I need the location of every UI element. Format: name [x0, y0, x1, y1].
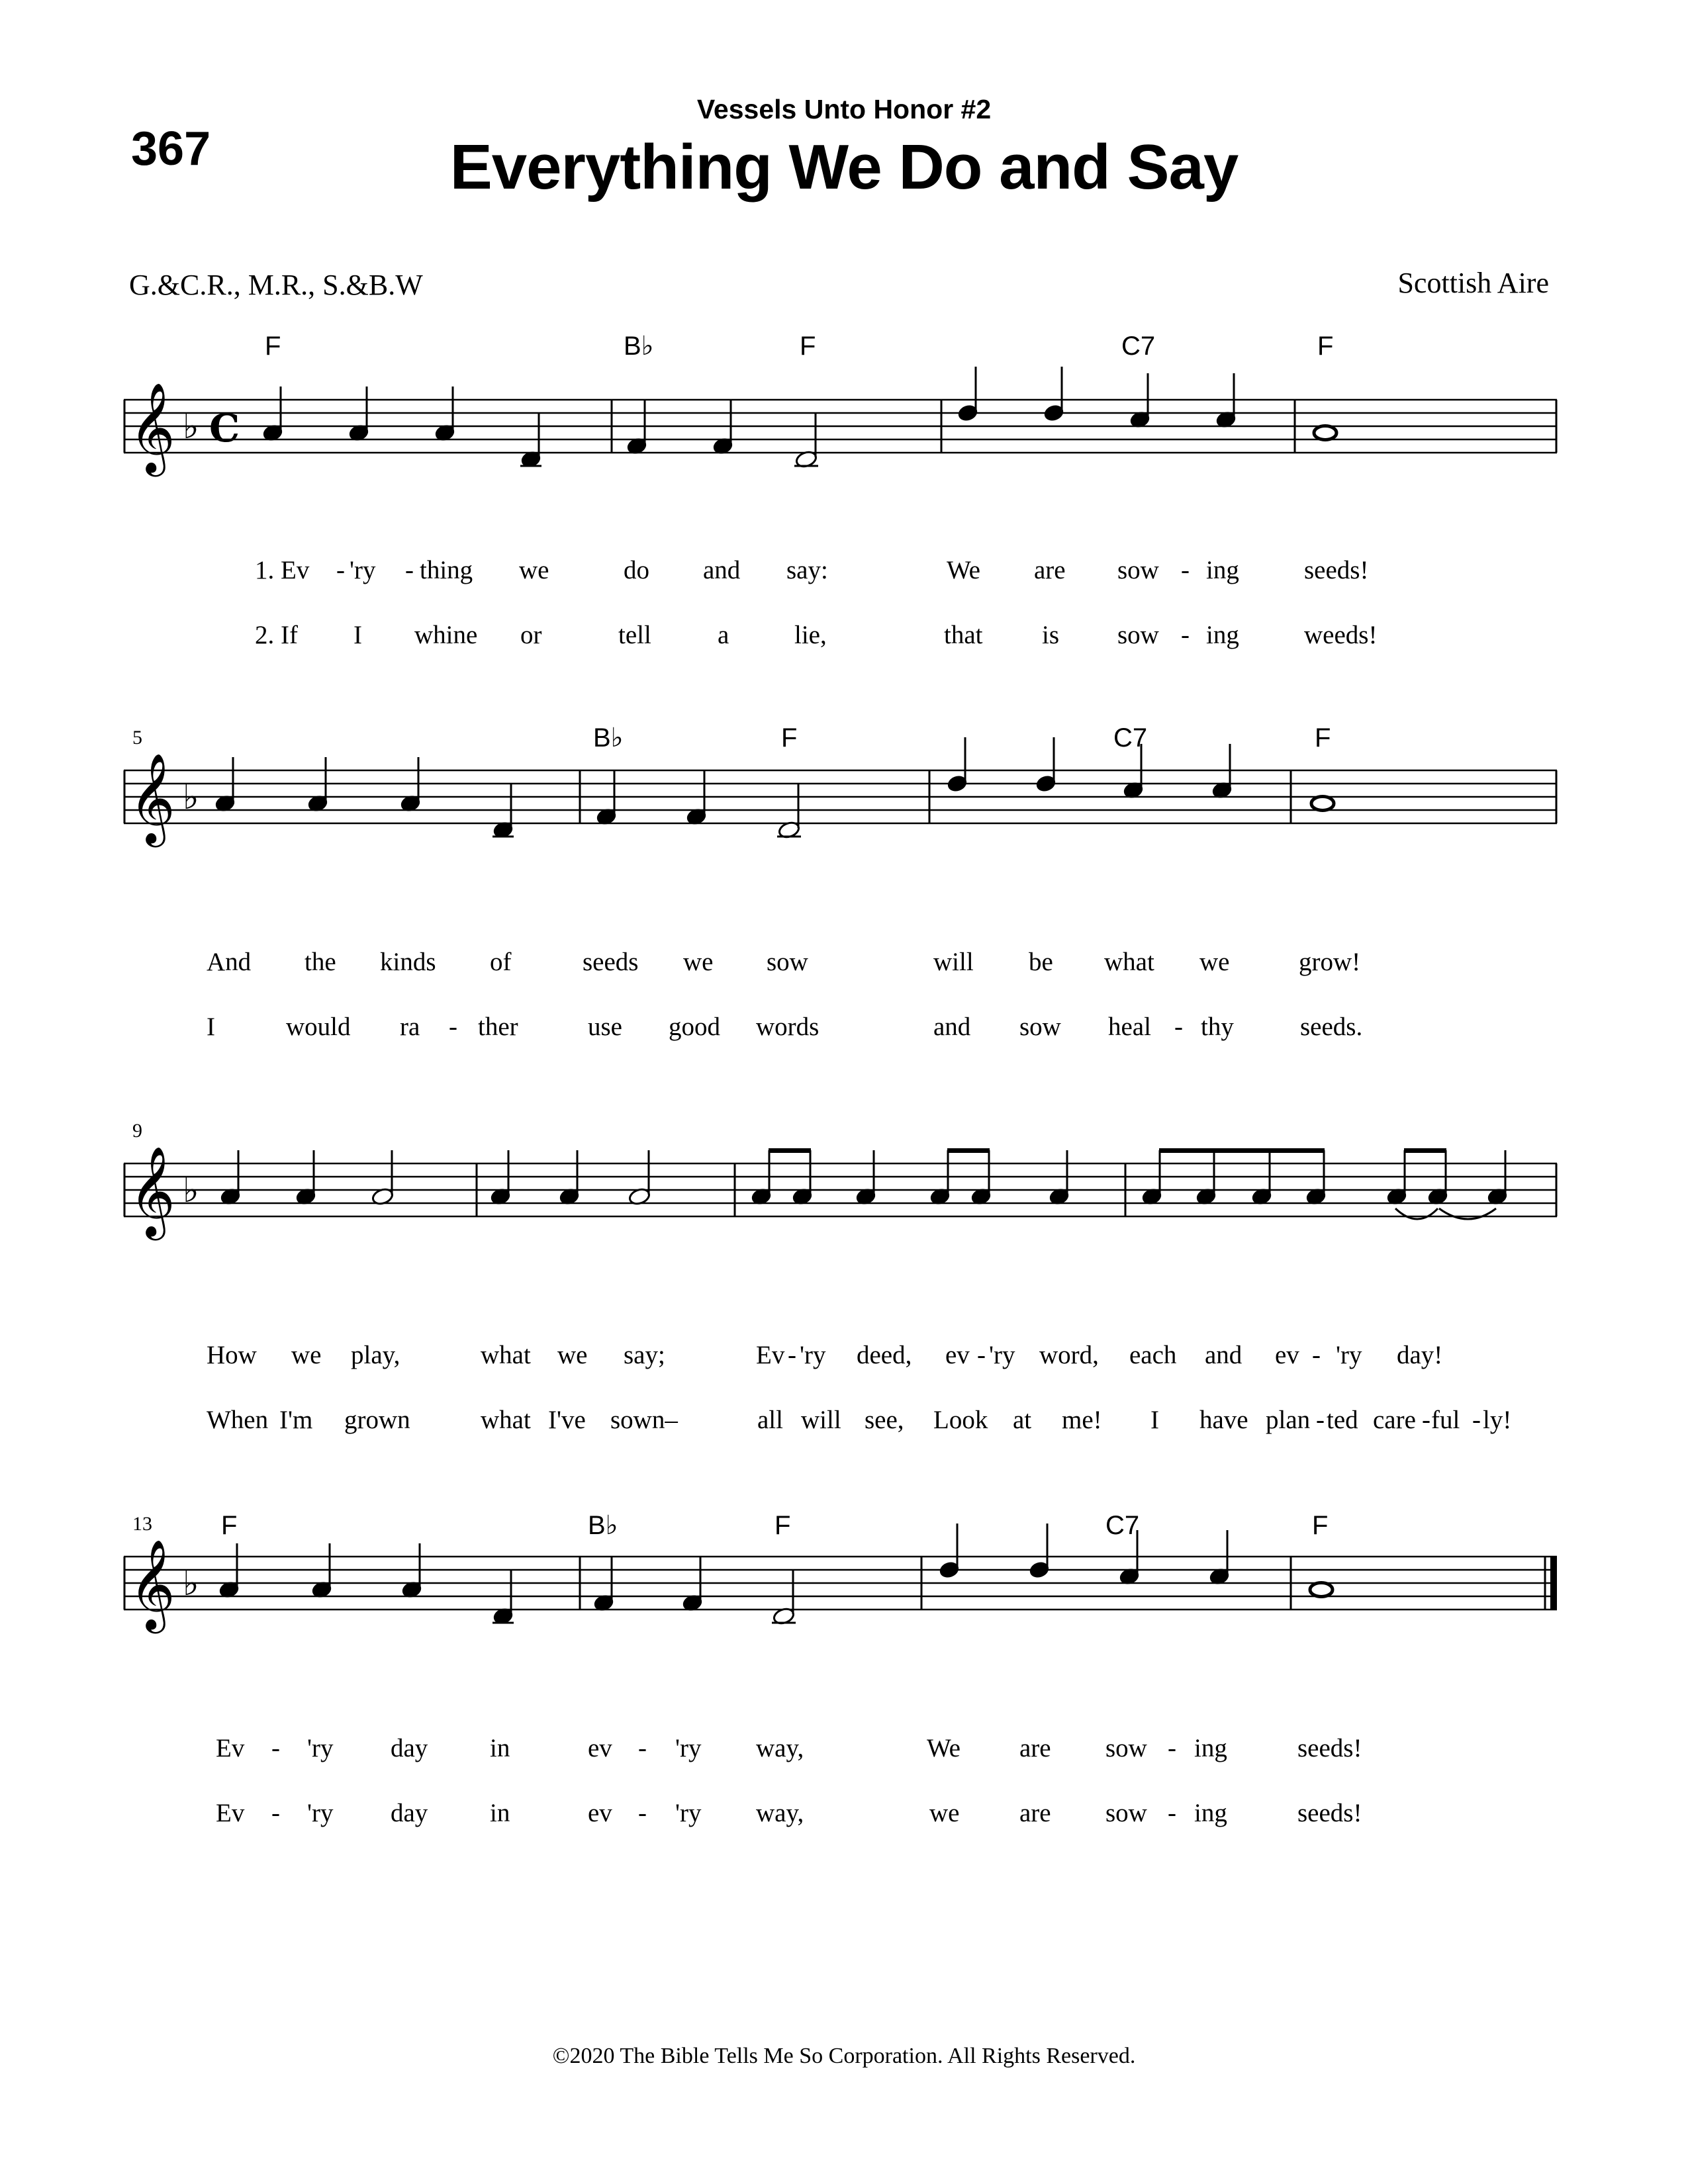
lyric-syllable: Ev — [216, 1734, 245, 1762]
lyric-hyphen: - — [1316, 1406, 1325, 1434]
lyric-hyphen: - — [1168, 1734, 1176, 1762]
lyric-syllable: way, — [756, 1799, 804, 1827]
lyric-syllable: 'ry — [350, 556, 376, 584]
lyric-syllable: grown — [344, 1406, 410, 1434]
lyric-syllable: 'ry — [989, 1341, 1015, 1369]
lyrics-verse-1 — [216, 1734, 1362, 1762]
lyric-syllable: say; — [624, 1341, 665, 1369]
lyric-hyphen: - — [271, 1799, 280, 1827]
lyric-hyphen: - — [1181, 621, 1190, 649]
lyric-syllable: we — [519, 556, 549, 584]
lyric-syllable: thy — [1201, 1013, 1234, 1041]
lyric-syllable: do — [624, 556, 649, 584]
measure-number: 9 — [132, 1120, 142, 1142]
chord-symbol: F — [1317, 332, 1334, 361]
lyric-syllable: we — [557, 1341, 588, 1369]
lyric-hyphen: - — [638, 1734, 647, 1762]
lyric-syllable: we — [1199, 948, 1230, 976]
lyric-syllable: 'ry — [675, 1734, 702, 1762]
treble-clef-icon: 𝄞 — [129, 752, 175, 843]
lyric-syllable: are — [1019, 1799, 1051, 1827]
lyric-syllable: We — [947, 556, 980, 584]
hymn-number: 367 — [131, 122, 211, 175]
lyric-syllable: sown– — [610, 1406, 678, 1434]
lyric-hyphen: - — [1168, 1799, 1176, 1827]
lyric-syllable: or — [520, 621, 542, 649]
lyric-hyphen: - — [1472, 1406, 1481, 1434]
lyric-syllable: tell — [618, 621, 651, 649]
lyric-syllable: 'ry — [307, 1734, 334, 1762]
lyric-syllable: And — [207, 948, 252, 976]
slurs — [1395, 1208, 1496, 1219]
lyric-hyphen: - — [271, 1734, 280, 1762]
lyric-syllable: Look — [933, 1406, 988, 1434]
lyrics-verse-2 — [216, 1799, 1362, 1827]
lyric-syllable: We — [927, 1734, 961, 1762]
lyrics-verse-1 — [207, 948, 1360, 976]
lyrics-verse-1 — [207, 1341, 1442, 1369]
lyric-hyphen: - — [449, 1013, 457, 1041]
lyric-syllable: sow — [1117, 556, 1159, 584]
lyric-syllable: I — [1150, 1406, 1159, 1434]
lyric-syllable: each — [1129, 1341, 1177, 1369]
lyric-syllable: 'ry — [1336, 1341, 1362, 1369]
lyric-syllable: what — [481, 1341, 531, 1369]
chord-symbol: B♭ — [593, 723, 624, 752]
lyric-syllable: of — [490, 948, 512, 976]
lyric-syllable: ful — [1431, 1406, 1460, 1434]
lyric-syllable: we — [683, 948, 714, 976]
lyric-syllable: at — [1013, 1406, 1032, 1434]
lyrics-verse-2 — [207, 1406, 1511, 1434]
lyric-syllable: I've — [548, 1406, 586, 1434]
lyric-syllable: seeds — [583, 948, 639, 976]
lyric-syllable: seeds! — [1304, 556, 1369, 584]
notes — [215, 737, 1334, 840]
lyric-syllable: we — [929, 1799, 960, 1827]
lyric-syllable: play, — [351, 1341, 400, 1369]
chord-symbol: F — [1312, 1511, 1329, 1540]
lyric-syllable: and — [1205, 1341, 1243, 1369]
notes — [263, 367, 1336, 469]
lyric-syllable: grow! — [1299, 948, 1361, 976]
lyric-syllable: what — [481, 1406, 531, 1434]
lyric-syllable: ev — [588, 1799, 612, 1827]
lyric-hyphen: - — [405, 556, 414, 584]
lyric-hyphen: - — [1181, 556, 1190, 584]
lyric-syllable: Ev — [756, 1341, 785, 1369]
chord-symbol: C7 — [1113, 723, 1148, 752]
lyrics-verse-2 — [207, 1013, 1362, 1041]
lyric-syllable: ing — [1206, 556, 1239, 584]
lyric-hyphen: - — [1422, 1406, 1430, 1434]
lyric-syllable: heal — [1108, 1013, 1151, 1041]
lyric-syllable: good — [669, 1013, 720, 1041]
lyric-syllable: see, — [865, 1406, 904, 1434]
chord-symbol: C7 — [1121, 332, 1156, 361]
lyric-syllable: use — [588, 1013, 622, 1041]
lyric-syllable: ev — [588, 1734, 612, 1762]
authors-credit: G.&C.R., M.R., S.&B.W — [129, 269, 423, 301]
lyric-syllable: will — [801, 1406, 841, 1434]
lyric-syllable: sow — [1019, 1013, 1061, 1041]
lyric-syllable: me! — [1062, 1406, 1102, 1434]
flat-key-signature-icon: ♭ — [183, 1564, 199, 1604]
lyric-syllable: ther — [478, 1013, 518, 1041]
lyric-syllable: lie, — [794, 621, 827, 649]
lyric-syllable: what — [1104, 948, 1154, 976]
lyric-syllable: seeds! — [1297, 1799, 1362, 1827]
lyric-syllable: is — [1042, 621, 1060, 649]
lyric-syllable: will — [933, 948, 974, 976]
chord-symbol: F — [221, 1511, 238, 1540]
measure-number: 13 — [132, 1513, 152, 1535]
staff-system-1 — [124, 332, 1557, 649]
lyric-syllable: words — [756, 1013, 820, 1041]
lyric-syllable: and — [933, 1013, 971, 1041]
chord-symbol: F — [265, 332, 281, 361]
lyric-syllable: kinds — [380, 948, 436, 976]
flat-key-signature-icon: ♭ — [183, 407, 199, 447]
lyric-syllable: are — [1034, 556, 1066, 584]
lyric-syllable: the — [305, 948, 336, 976]
lyric-syllable: seeds. — [1300, 1013, 1363, 1041]
measure-number: 5 — [132, 727, 142, 749]
lyric-syllable: a — [718, 621, 729, 649]
lyric-syllable: ted — [1327, 1406, 1358, 1434]
flat-key-signature-icon: ♭ — [183, 778, 199, 817]
lyric-syllable: 'ry — [800, 1341, 826, 1369]
lyric-syllable: all — [757, 1406, 783, 1434]
lyric-syllable: we — [291, 1341, 322, 1369]
lyric-hyphen: - — [1312, 1341, 1321, 1369]
lyric-syllable: word, — [1039, 1341, 1099, 1369]
flat-key-signature-icon: ♭ — [183, 1171, 199, 1210]
staff-system-3 — [124, 1120, 1557, 1434]
lyric-syllable: When — [207, 1406, 269, 1434]
lyric-syllable: ra — [400, 1013, 420, 1041]
lyric-syllable: 'ry — [675, 1799, 702, 1827]
common-time-icon: C — [209, 406, 240, 451]
lyrics-verse-2 — [255, 621, 1377, 649]
copyright-notice: ©2020 The Bible Tells Me So Corporation. All Rights Reserved. — [552, 2044, 1136, 2068]
song-title: Everything We Do and Say — [449, 132, 1239, 203]
lyric-syllable: sow — [1105, 1799, 1147, 1827]
chord-symbol: F — [1315, 723, 1331, 752]
lyric-syllable: ev — [945, 1341, 970, 1369]
lyric-syllable: thing — [420, 556, 473, 584]
chord-symbols — [593, 723, 1331, 752]
lyric-syllable: How — [207, 1341, 257, 1369]
lyric-syllable: and — [703, 556, 741, 584]
lyric-syllable: that — [944, 621, 983, 649]
lyric-hyphen: - — [1174, 1013, 1183, 1041]
treble-clef-icon: 𝄞 — [129, 1145, 175, 1236]
lyric-syllable: say: — [786, 556, 828, 584]
lyric-syllable: ing — [1194, 1734, 1227, 1762]
composer-credit: Scottish Aire — [1397, 267, 1549, 299]
lyric-syllable: in — [490, 1734, 510, 1762]
chord-symbol: B♭ — [624, 332, 654, 361]
lyric-syllable: weeds! — [1304, 621, 1378, 649]
lyric-syllable: sow — [1105, 1734, 1147, 1762]
lyric-syllable: day! — [1397, 1341, 1443, 1369]
lyric-syllable: 'ry — [307, 1799, 334, 1827]
staff-system-4 — [124, 1511, 1557, 1827]
lyric-syllable: deed, — [857, 1341, 912, 1369]
lyric-syllable: I'm — [279, 1406, 313, 1434]
lyric-syllable: plan — [1266, 1406, 1311, 1434]
chord-symbol: F — [781, 723, 798, 752]
lyric-hyphen: - — [638, 1799, 647, 1827]
chord-symbols — [221, 1511, 1328, 1540]
chord-symbol: F — [774, 1511, 791, 1540]
lyric-syllable: ly! — [1483, 1406, 1512, 1434]
lyric-syllable: are — [1019, 1734, 1051, 1762]
treble-clef-icon: 𝄞 — [129, 381, 175, 473]
lyric-hyphen: - — [977, 1341, 986, 1369]
lyric-syllable: I — [207, 1013, 215, 1041]
lyric-syllable: sow — [1117, 621, 1159, 649]
treble-clef-icon: 𝄞 — [129, 1538, 175, 1629]
lyric-syllable: be — [1029, 948, 1053, 976]
lyric-syllable: way, — [756, 1734, 804, 1762]
lyric-syllable: have — [1199, 1406, 1248, 1434]
lyric-syllable: care — [1373, 1406, 1416, 1434]
lyrics-verse-1 — [255, 556, 1368, 584]
lyric-syllable: ev — [1275, 1341, 1299, 1369]
lyric-syllable: would — [286, 1013, 351, 1041]
staff-system-2 — [124, 723, 1557, 1041]
lyric-syllable: ing — [1194, 1799, 1227, 1827]
lyric-hyphen: - — [788, 1341, 796, 1369]
lyric-hyphen: - — [336, 556, 345, 584]
lyric-syllable: ing — [1206, 621, 1239, 649]
chord-symbol: B♭ — [588, 1511, 618, 1540]
lyric-syllable: I — [353, 621, 362, 649]
lyric-syllable: whine — [414, 621, 478, 649]
lyric-syllable: sow — [767, 948, 808, 976]
chord-symbols — [265, 332, 1333, 361]
lyric-syllable: seeds! — [1297, 1734, 1362, 1762]
chord-symbol: F — [800, 332, 816, 361]
collection-subtitle: Vessels Unto Honor #2 — [696, 94, 992, 124]
lyric-syllable: day — [391, 1734, 428, 1762]
lyric-syllable: 1. Ev — [255, 556, 310, 584]
chord-symbol: C7 — [1105, 1511, 1140, 1540]
lyric-syllable: day — [391, 1799, 428, 1827]
lyric-syllable: 2. If — [255, 621, 298, 649]
lyric-syllable: in — [490, 1799, 510, 1827]
final-barline — [1550, 1557, 1557, 1610]
lyric-syllable: Ev — [216, 1799, 245, 1827]
